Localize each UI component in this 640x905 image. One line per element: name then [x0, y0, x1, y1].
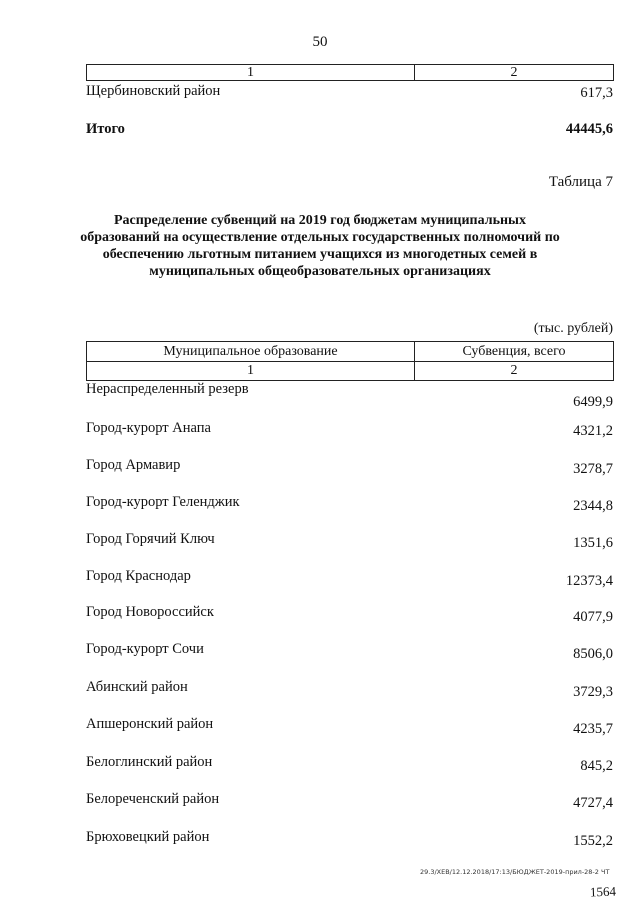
continuation-header-col2: 2 [510, 65, 518, 80]
table-row-label: Город-курорт Анапа [86, 420, 211, 436]
continuation-table-header [86, 64, 614, 81]
table-row-value: 845,2 [580, 758, 613, 774]
table-row-label: Белоглинский район [86, 754, 213, 770]
table-row-value: 4235,7 [573, 721, 613, 737]
table-header-titles [87, 342, 613, 362]
table-row-value: 1552,2 [573, 833, 613, 849]
page-stamp: 1564 [589, 883, 617, 900]
table-row-value: 2344,8 [573, 498, 613, 514]
table-header [86, 341, 614, 381]
table-number: Таблица 7 [548, 174, 613, 190]
footer-note: 29.3/ХЕВ/12.12.2018/17:13/БЮДЖЕТ-2019-прил-28-2 ЧТ [420, 868, 610, 876]
table-header-col2-num: 2 [510, 363, 518, 378]
table-row-label: Нераспределенный резерв [86, 381, 249, 397]
continuation-header-col1: 1 [87, 65, 415, 80]
table-row-value: 4077,9 [573, 609, 613, 625]
total-value: 44445,6 [565, 121, 613, 137]
table-row-label: Город-курорт Геленджик [86, 494, 240, 510]
table-row-label: Город-курорт Сочи [86, 641, 204, 657]
table-row-label: Апшеронский район [86, 716, 214, 732]
table-row-value: 6499,9 [573, 394, 613, 410]
table-header-col1: Муниципальное образование [87, 342, 415, 361]
table-row-label: Брюховецкий район [86, 829, 210, 845]
table-row-label: Белореченский район [86, 791, 220, 807]
units-label: (тыс. рублей) [533, 321, 613, 336]
total-label: Итого [86, 121, 125, 137]
table-row-value: 4727,4 [573, 795, 613, 811]
table-row-label: Город Краснодар [86, 568, 191, 584]
continuation-row-label: Щербиновский район [86, 83, 221, 99]
table-header-col2: Субвенция, всего [462, 344, 566, 359]
table-header-numbers [87, 362, 613, 380]
table-row-label: Город Новороссийск [86, 604, 214, 620]
table-row-label: Город Горячий Ключ [86, 531, 215, 547]
table-row-value: 4321,2 [573, 423, 613, 439]
table-row-value: 1351,6 [573, 535, 613, 551]
table-row-label: Абинский район [86, 679, 188, 695]
table-row-value: 3729,3 [573, 684, 613, 700]
table-title: Распределение субвенций на 2019 год бюджетам муниципальных образований на осуществление отдельных государственных полномочий по обеспечению льготным питанием учащихся из многодетных семей в муниципальных общеобразовательных организациях [80, 213, 560, 279]
table-row-value: 12373,4 [565, 573, 613, 589]
table-row-value: 3278,7 [573, 461, 613, 477]
table-header-col1-num: 1 [87, 362, 415, 380]
table-row-value: 8506,0 [573, 646, 613, 662]
table-row-label: Город Армавир [86, 457, 181, 473]
continuation-row-value: 617,3 [580, 85, 613, 101]
page-number: 50 [312, 34, 328, 50]
